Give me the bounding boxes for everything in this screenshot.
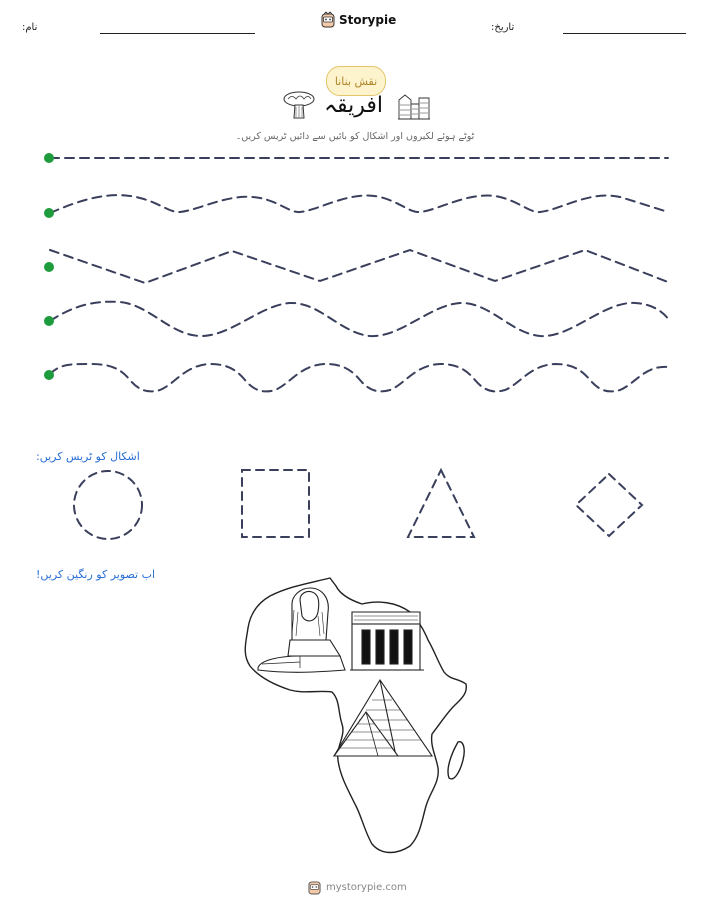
footer-site[interactable]: mystorypie.com	[326, 882, 407, 893]
tracing-line-zigzag	[50, 250, 668, 283]
start-dot	[44, 262, 54, 272]
tracing-line-wave-2	[50, 302, 670, 336]
shapes-label: اشکال کو ٹریس کریں:	[36, 450, 140, 463]
start-dot	[44, 153, 54, 163]
name-label: نام:	[22, 22, 38, 33]
africa-coloring-picture[interactable]	[240, 575, 470, 865]
instruction-text: ٹوٹے ہوئے لکیروں اور اشکال کو بائیں سے دائیں ٹریس کریں۔	[235, 131, 475, 142]
activity-badge: نقش بنانا	[326, 66, 386, 96]
coloring-label: اب تصویر کو رنگین کریں!	[36, 568, 156, 581]
tracing-lines[interactable]	[0, 0, 709, 420]
trace-diamond	[576, 474, 642, 536]
brand-name: Storypie	[339, 13, 397, 27]
madagascar-outline	[448, 742, 464, 779]
tracing-line-loop-wave	[50, 364, 668, 391]
trace-circle	[74, 471, 142, 539]
start-dot	[44, 316, 54, 326]
storypie-mascot-icon	[308, 880, 321, 895]
worksheet-title: افریقہ	[324, 93, 383, 118]
footer	[308, 880, 407, 895]
start-dot	[44, 208, 54, 218]
trace-square	[242, 470, 309, 537]
tracing-shapes[interactable]	[0, 460, 709, 550]
temple-roof	[352, 612, 420, 624]
sphinx-face	[300, 591, 319, 620]
start-dot	[44, 370, 54, 380]
date-label: تاریخ:	[491, 22, 515, 33]
trace-triangle	[408, 470, 474, 537]
tracing-line-wave	[50, 195, 668, 213]
